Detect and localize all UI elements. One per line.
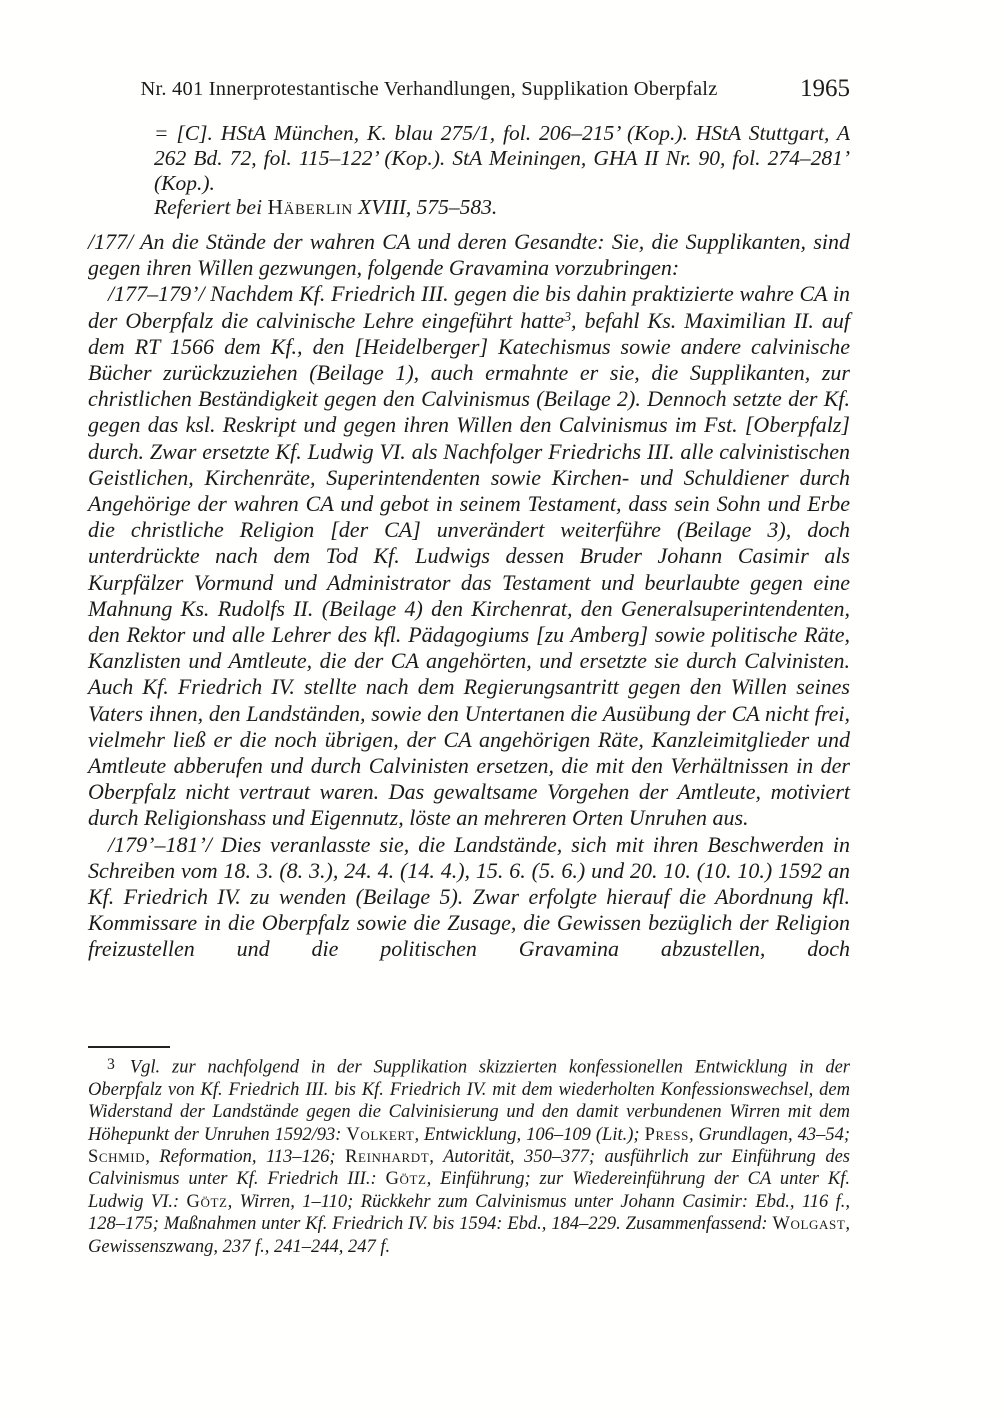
paragraph-history-text: /177–179’/ Nachdem Kf. Friedrich III. gegen die bis dahin praktizierte wahre CA in der Oberpfalz die calvinische Lehre eingeführt hatte — [88, 281, 850, 333]
footnote-text-segment: , Entwicklung, 106–109 (Lit.); — [414, 1124, 645, 1145]
footnote-text-segment: Vgl. zur nachfolgend in der Supplikation skizzierten konfessionellen Entwicklung in der Oberpfalz von Kf. Friedrich III. bis Kf. Friedrich IV. mit dem wiederholten Konfessionswechsel, dem Widerstand der Landstände gegen die Calvinisierung und den damit verbundenen Wirren mit dem Höhepunkt der Unruhen 1592/93: — [88, 1057, 850, 1145]
footnote-separator-rule — [88, 1046, 170, 1048]
cited-author: Volkert — [346, 1124, 415, 1145]
paragraph-address: /177/ An die Stände der wahren CA und deren Gesandte: Sie, die Supplikanten, sind gegen ihren Willen gezwungen, folgende Gravamina vorzubringen: — [88, 229, 850, 281]
source-note-block — [154, 121, 850, 220]
page-number: 1965 — [800, 75, 850, 102]
reference-line — [154, 195, 850, 220]
footnote-text-segment: , Wirren, 1–110; Rückkehr zum Calvinismus unter Johann Casimir: Ebd., 116 f., 128–175; Maßnahmen unter Kf. Friedrich IV. bis 1594: Ebd., 184–229. Zusammenfassend: — [88, 1191, 850, 1235]
footnote-text — [88, 1054, 850, 1258]
cited-author: Reinhardt — [345, 1147, 430, 1168]
running-header — [88, 75, 850, 108]
paragraph-history-continuation: , befahl Ks. Maximilian II. auf dem RT 1566 dem Kf., den [Heidelberger] Katechismus sowie andere calvinische Bücher zurückzuziehen (Beilage 1), auch ermahnte er sie, die Supplikanten, zur christlichen Beständigkeit gegen den Calvinismus (Beilage 2). Dennoch setzte der Kf. gegen das ksl. Reskript und gegen ihren Willen den Calvinismus im Fst. [Oberpfalz] durch. Zwar ersetzte Kf. Ludwig VI. als Nachfolger Friedrichs III. alle calvinistischen Geistlichen, Kirchenräte, Superintendenten sowie Kirchen- und Schuldiener durch Angehörige der wahren CA und gebot in seinem Testament, dass sein Sohn und Erbe die christliche Religion [der CA] unverändert weiterführe (Beilage 3), doch unterdrückte nach dem Tod Kf. Ludwigs dessen Bruder Johann Casimir als Kurpfälzer Vormund und Administrator das Testament und beurlaubte gegen eine Mahnung Ks. Rudolfs II. (Beilage 4) den Kirchenrat, den Generalsuperintendenten, den Rektor und alle Lehrer des kfl. Pädagogiums [zu Amberg] sowie politische Räte, Kanzlisten und Amtleute, die der CA angehörten, und ersetzte sie durch Calvinisten. Auch Kf. Friedrich IV. stellte nach dem Regierungsantritt gegen den Willen seines Vaters ihnen, den Landständen, sowie den Untertanen die Ausübung der CA nicht frei, vielmehr ließ er die noch übrigen, der CA angehörigen Räte, Kanzleimitglieder und Amtleute abberufen und durch Calvinisten ersetzen, die mit den Verhältnissen in der Oberpfalz nicht vertraut waren. Das gewaltsame Vorgehen der Amtleute, motiviert durch Religionshass und Eigennutz, löste an mehreren Orten Unruhen aus. — [88, 307, 850, 831]
cited-author: Götz — [385, 1169, 427, 1190]
footnote-segments — [88, 1057, 850, 1256]
footnote-reference-marker: 3 — [564, 308, 571, 324]
chapter-header-title: Nr. 401 Innerprotestantische Verhandlungen, Supplikation Oberpfalz — [140, 78, 718, 100]
regest-body — [88, 229, 850, 963]
cited-author: Wolgast — [772, 1214, 846, 1235]
paragraph-history — [88, 281, 850, 831]
paragraph-complaints: /179’–181’/ Dies veranlasste sie, die Landstände, sich mit ihren Beschwerden in Schreiben vom 18. 3. (8. 3.), 24. 4. (14. 4.), 15. 6. (5. 6.) und 20. 10. (10. 10.) 1592 an Kf. Friedrich IV. zu wenden (Beilage 5). Zwar erfolgte hierauf die Abordnung kfl. Kommissare in die Oberpfalz sowie die Zusage, die Gewissen bezüglich der Religion freizustellen und die politischen Gravamina abzustellen, doch — [88, 831, 850, 962]
reference-author: Häberlin — [267, 195, 353, 220]
cited-author: Götz — [186, 1191, 228, 1212]
footnote-block — [88, 1046, 850, 1258]
source-note-text: = [C]. HStA München, K. blau 275/1, fol. 206–215’ (Kop.). HStA Stuttgart, A 262 Bd. 72, fol. 115–122’ (Kop.). StA Meiningen, GHA II Nr. 90, fol. 274–281’ (Kop.). — [154, 121, 850, 195]
footnote-text-segment: , Grundlagen, 43–54; — [688, 1124, 850, 1145]
cited-author: Press — [644, 1124, 689, 1145]
reference-prefix: Referiert bei — [154, 195, 268, 220]
footnote-text-segment: , Autorität, 350–377; ausführlich zur Einführung des Calvinismus unter Kf. Friedrich III.: — [88, 1147, 850, 1190]
footnote-text-segment: , Einführung; zur Wiedereinführung der CA unter Kf. Ludwig VI.: — [88, 1169, 850, 1212]
footnote-text-segment: , Gewissenszwang, 237 f., 241–244, 247 f. — [88, 1214, 850, 1257]
reference-suffix: XVIII, 575–583. — [352, 195, 498, 220]
footnote-text-segment: , Reformation, 113–126; — [145, 1147, 346, 1168]
cited-author: Schmid — [88, 1147, 146, 1168]
footnote-number: 3 — [107, 1056, 115, 1073]
